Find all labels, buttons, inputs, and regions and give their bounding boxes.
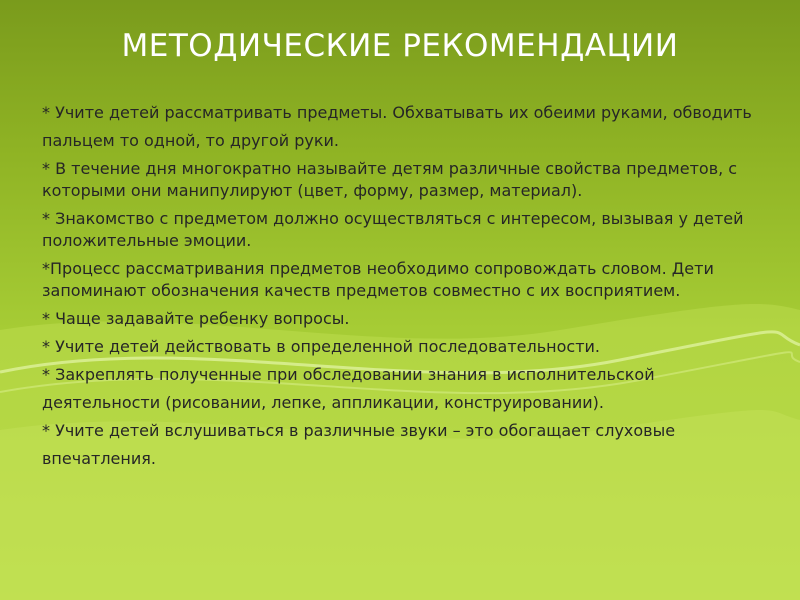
paragraph-7: * Учите детей действовать в определенной последовательности.: [42, 337, 601, 356]
recommendations-text: [42, 102, 768, 476]
paragraph-10: * Учите детей вслушиваться в различные звуки – это обогащает слуховые: [42, 421, 676, 440]
paragraph-5: *Процесс рассматривания предметов необходимо сопровождать словом. Дети запоминают обозначения качеств предметов совместно с их восприятием.: [42, 259, 714, 300]
paragraph-3: * В течение дня многократно называйте детям различные свойства предметов, с которыми они манипулируют (цвет, форму, размер, материал).: [42, 159, 738, 200]
paragraph-11: впечатления.: [42, 449, 156, 468]
paragraph-9: деятельности (рисовании, лепке, аппликации, конструировании).: [42, 393, 604, 412]
paragraph-2: пальцем то одной, то другой руки.: [42, 131, 340, 150]
paragraph-8: * Закреплять полученные при обследовании знания в исполнительской: [42, 365, 655, 384]
slide-title: МЕТОДИЧЕСКИЕ РЕКОМЕНДАЦИИ: [121, 28, 679, 64]
paragraph-1: * Учите детей рассматривать предметы. Обхватывать их обеими руками, обводить: [42, 103, 752, 122]
paragraph-4: * Знакомство с предметом должно осуществляться с интересом, вызывая у детей положительные эмоции.: [42, 209, 744, 250]
paragraph-6: * Чаще задавайте ребенку вопросы.: [42, 309, 350, 328]
